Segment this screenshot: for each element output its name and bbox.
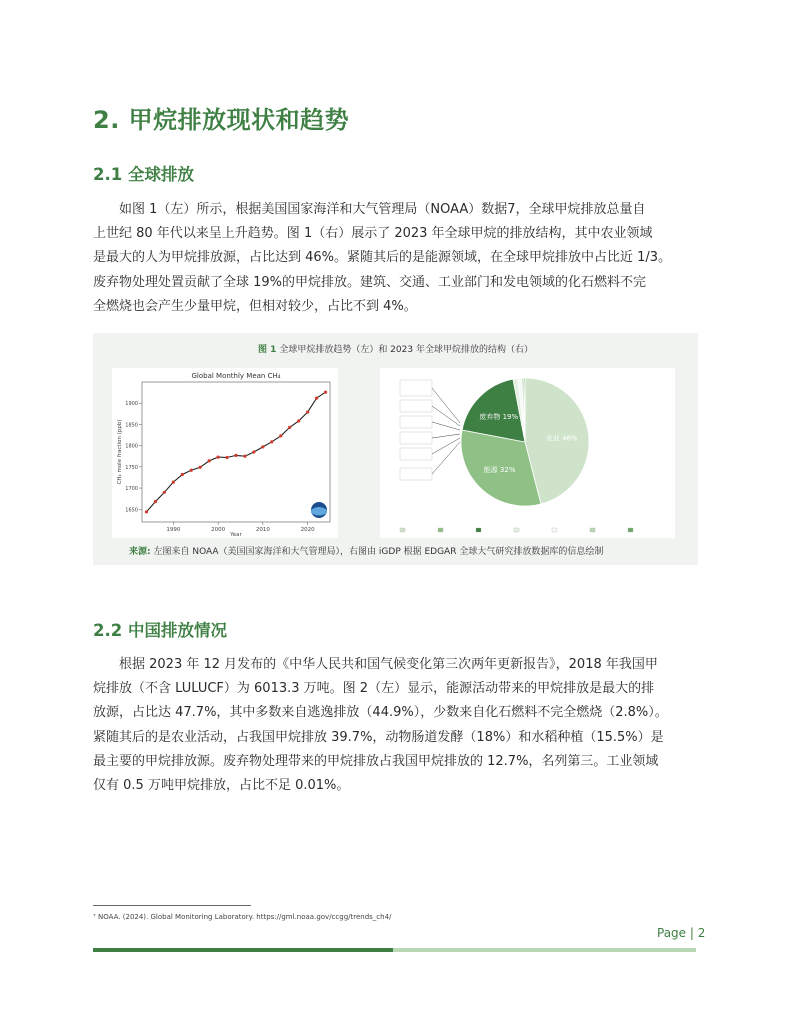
ch4-data-point (190, 469, 193, 472)
ch4-data-point (279, 434, 282, 437)
legend-swatch (438, 528, 443, 532)
legend-box (400, 400, 432, 412)
y-tick-label: 1700 (125, 486, 138, 493)
page-heading: 2. 甲烷排放现状和趋势 (93, 106, 350, 134)
figure-caption-text: 全球甲烷排放趋势（左）和 2023 年全球甲烷排放的结构（右） (276, 345, 533, 355)
x-tick-label: 2010 (255, 527, 270, 533)
legend-swatch (628, 528, 633, 532)
ch4-data-point (270, 440, 273, 443)
ch4-data-point (315, 397, 318, 400)
legend-box (400, 448, 432, 460)
pie-slice-label: 农业 46% (545, 434, 578, 443)
ch4-line-chart-svg (112, 368, 338, 538)
paragraph-line: 烷排放（不含 LULUCF）为 6013.3 万吨。图 2（左）显示，能源活动带来的甲烷排放是最大的排 (93, 681, 655, 697)
ch4-data-point (306, 411, 309, 414)
legend-box (400, 416, 432, 428)
legend-swatch (514, 528, 519, 532)
y-tick-label: 1750 (125, 464, 138, 471)
x-axis-label: Year (230, 532, 242, 538)
ch4-data-point (199, 466, 202, 469)
ch4-data-point (288, 426, 291, 429)
y-tick-label: 1850 (125, 422, 138, 429)
x-tick-label: 2000 (211, 527, 226, 533)
footer-bar-dark (93, 948, 393, 952)
ch4-data-point (181, 473, 184, 476)
y-tick-label: 1900 (125, 401, 138, 408)
left-legend-boxes (400, 380, 432, 480)
ch4-trend-line (147, 392, 326, 512)
legend-swatch (590, 528, 595, 532)
x-tick-label: 2020 (300, 527, 315, 533)
y-axis-label: CH₄ mole fraction (ppb) (117, 419, 123, 485)
ch4-data-point (163, 491, 166, 494)
figure-source (129, 544, 603, 557)
chart-title: Global Monthly Mean CH₄ (191, 372, 281, 380)
ch4-data-point (243, 455, 246, 458)
footer-bar-light (393, 948, 696, 952)
paragraph-line: 上世纪 80 年代以来呈上升趋势。图 1（右）展示了 2023 年全球甲烷的排放结构，其中农业领域 (93, 226, 653, 242)
ch4-data-point (324, 391, 327, 394)
paragraph-line: 仅有 0.5 万吨甲烷排放，占比不足 0.01%。 (93, 778, 350, 794)
ch4-data-point (145, 510, 148, 513)
paragraph-line: 全燃烧也会产生少量甲烷，但相对较少，占比不到 4%。 (93, 298, 417, 314)
source-label: 来源: (129, 547, 151, 557)
leader-line (432, 434, 460, 438)
ch4-trend-chart (112, 368, 338, 538)
leader-line (432, 442, 460, 474)
ch4-data-point (252, 450, 255, 453)
pie-slice-label: 废弃物 19% (479, 412, 519, 421)
paragraph-line: 放源，占比达 47.7%，其中多数来自逃逸排放（44.9%），少数来自化石燃料不完全燃烧（2.8%）。 (93, 705, 668, 721)
x-tick-label: 1990 (166, 527, 181, 533)
legend-swatch (552, 528, 557, 532)
leader-line (432, 438, 460, 454)
source-text: 左图来自 NOAA（美国国家海洋和大气管理局），右图由 iGDP 根据 EDGAR 全球大气研究排放数据库的信息绘制 (150, 547, 604, 557)
legend-box (400, 432, 432, 444)
section-heading-global: 2.1 全球排放 (93, 165, 194, 184)
pie-slice-label: 能源 32% (483, 466, 516, 475)
figure-label: 图 1 (258, 345, 277, 355)
ch4-pie-chart-svg (380, 368, 675, 538)
pie-leader-lines (432, 388, 460, 474)
paragraph-line: 最主要的甲烷排放源。废弃物处理带来的甲烷排放占我国甲烷排放的 12.7%，名列第三。工业领域 (93, 753, 659, 769)
ch4-data-point (225, 456, 228, 459)
figure-box (93, 333, 698, 565)
legend-swatch (476, 528, 481, 532)
ch4-structure-chart (380, 368, 675, 538)
paragraph-line: 紧随其后的是农业活动，占我国甲烷排放 39.7%，动物肠道发酵（18%）和水稻种植（15.5%）是 (93, 729, 664, 745)
leader-line (432, 388, 460, 423)
paragraph-china (93, 653, 699, 798)
section-heading-china: 2.2 中国排放情况 (93, 621, 227, 640)
footnote: ⁷ NOAA. (2024). Global Monitoring Laboratory. https://gml.noaa.gov/ccgg/trends_ch4/ (93, 913, 392, 921)
legend-box (400, 468, 432, 480)
ch4-data-point (234, 454, 237, 457)
legend-swatch (400, 528, 405, 532)
paragraph-line: 是最大的人为甲烷排放源，占比达到 46%。紧随其后的是能源领域，在全球甲烷排放中占比近 1/3。 (93, 250, 672, 266)
paragraph-line: 废弃物处理处置贡献了全球 19%的甲烷排放。建筑、交通、工业部门和发电领域的化石燃料不完 (93, 274, 647, 290)
figure-caption (93, 342, 698, 355)
ch4-data-point (208, 459, 211, 462)
ch4-data-point (154, 500, 157, 503)
paragraph-global (93, 198, 699, 319)
paragraph-line: 如图 1（左）所示，根据美国国家海洋和大气管理局（NOAA）数据7，全球甲烷排放总量自 (93, 202, 646, 217)
ch4-data-point (172, 481, 175, 484)
y-tick-label: 1800 (125, 443, 138, 450)
page-number: Page | 2 (657, 926, 706, 940)
footnote-divider (93, 905, 251, 906)
noaa-logo (311, 502, 327, 518)
plot-frame (142, 382, 330, 522)
ch4-data-point (261, 445, 264, 448)
paragraph-line: 根据 2023 年 12 月发布的《中华人民共和国气候变化第三次两年更新报告》，2018 年我国甲 (93, 657, 658, 672)
ch4-data-point (216, 455, 219, 458)
legend-box (400, 380, 432, 396)
y-tick-label: 1650 (125, 507, 138, 514)
ch4-data-point (297, 419, 300, 422)
